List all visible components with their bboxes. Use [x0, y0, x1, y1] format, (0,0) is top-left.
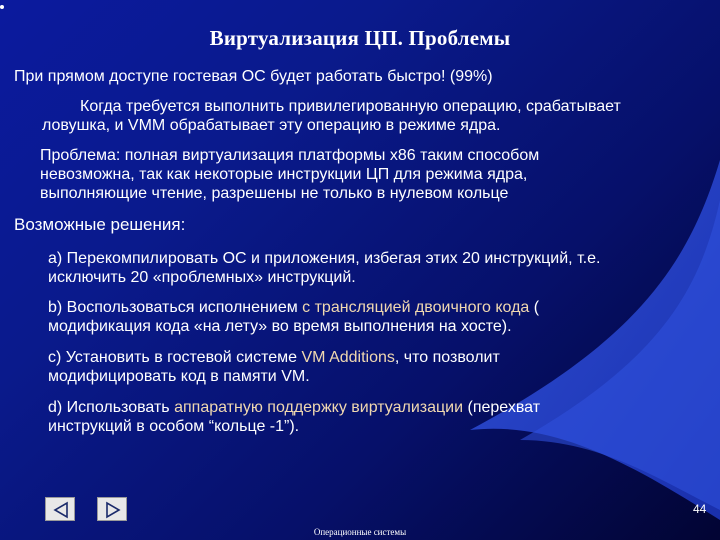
- slide-title: Виртуализация ЦП. Проблемы: [209, 26, 511, 50]
- paragraph-direct-access: [14, 67, 493, 86]
- privileged-line-1: Когда требуется выполнить привилегированную операцию, срабатывает: [80, 98, 621, 115]
- solution-b-line-1: [48, 298, 539, 317]
- next-slide-button[interactable]: [97, 497, 127, 521]
- solution-d-link[interactable]: аппаратную поддержку виртуализации: [174, 399, 464, 416]
- solution-c-line-2: модифицировать код в памяти VM.: [48, 368, 310, 385]
- solution-b-line-2: модификация кода «на лету» во время выполнения на хосте).: [48, 318, 512, 335]
- privileged-line-2: ловушка, и VMM обрабатывает эту операцию в режиме ядра.: [42, 117, 501, 134]
- page-number: 44: [693, 502, 707, 516]
- prev-slide-button[interactable]: [45, 497, 75, 521]
- problem-line-2: невозможна, так как некоторые инструкции ЦП для режима ядра,: [40, 166, 528, 183]
- solution-d-pre: d) Использовать: [48, 399, 175, 416]
- problem-line-3: выполняющие чтение, разрешены не только в нулевом кольце: [40, 185, 509, 202]
- direct-access-rest: гостевая ОС будет работать быстро! (99%): [168, 68, 493, 85]
- solutions-heading: Возможные решения:: [14, 215, 186, 234]
- solution-b-post: (: [529, 299, 540, 316]
- solution-a-line-2: исключить 20 «проблемных» инструкций.: [48, 269, 356, 286]
- direct-access-bold: При прямом доступе: [14, 68, 169, 85]
- solution-b-link[interactable]: с трансляцией двоичного кода: [302, 299, 530, 316]
- solution-c-post: , что позволит: [394, 349, 500, 366]
- solution-d-line-1: [48, 398, 540, 417]
- solution-b-pre: b) Воспользоваться исполнением: [48, 299, 303, 316]
- problem-line-1-rest: : полная виртуализация платформы x86 таким способом: [115, 147, 540, 164]
- problem-line-1: [40, 146, 539, 165]
- solution-a-line-1: a) Перекомпилировать ОС и приложения, избегая этих 20 инструкций, т.е.: [48, 250, 601, 267]
- problem-label: Проблема: [40, 147, 116, 164]
- solution-c-link[interactable]: VM Additions: [301, 349, 395, 366]
- footer-text: Операционные системы: [313, 527, 407, 537]
- triangle-right-icon: [98, 498, 128, 522]
- solution-d-post: (перехват: [463, 399, 541, 416]
- corner-dot: [0, 0, 8, 8]
- solution-c-line-1: [48, 348, 500, 367]
- solution-d-line-2: инструкций в особом “кольце -1”).: [48, 418, 300, 435]
- triangle-left-icon: [46, 498, 76, 522]
- solution-c-pre: c) Установить в гостевой системе: [48, 349, 302, 366]
